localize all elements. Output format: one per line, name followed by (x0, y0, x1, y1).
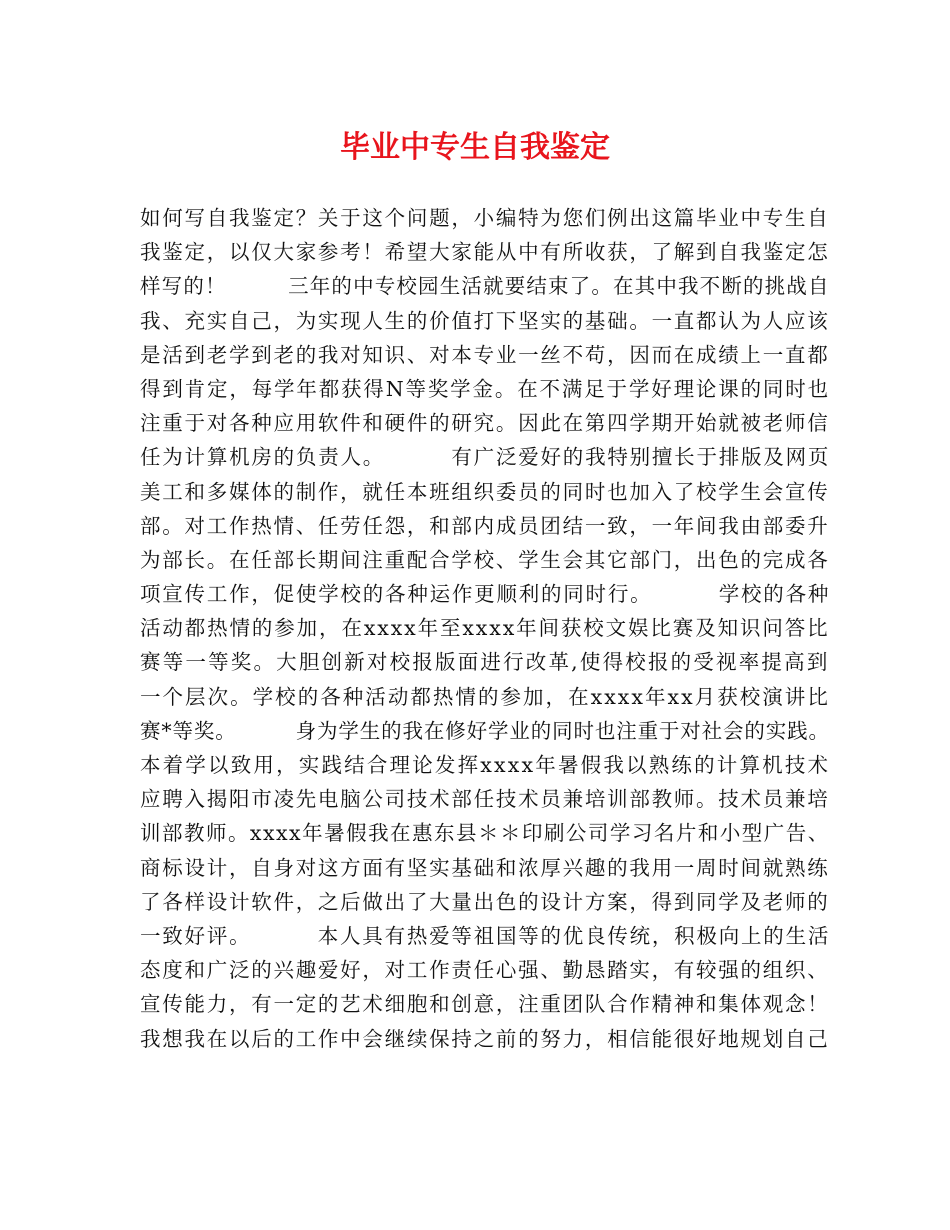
body-line: 赛等一等奖。大胆创新对校报版面进行改革,使得校报的受视率提高到 (140, 650, 830, 675)
body-line: 如何写自我鉴定？关于这个问题，小编特为您们例出这篇毕业中专生自 (140, 206, 830, 230)
body-line: 美工和多媒体的制作，就任本班组织委员的同时也加入了校学生会宣传 (140, 479, 830, 504)
body-line: 得到肯定，每学年都获得N等奖学金。在不满足于学好理论课的同时也 (140, 376, 830, 401)
body-line: 我鉴定，以仅大家参考！希望大家能从中有所收获，了解到自我鉴定怎 (140, 240, 830, 265)
body-line: 我想我在以后的工作中会继续保持之前的努力，相信能很好地规划自己 (140, 1026, 830, 1051)
body-line: 部。对工作热情、任劳任怨，和部内成员团结一致，一年间我由部委升 (140, 513, 830, 538)
body-line: 活动都热情的参加，在xxxx年至xxxx年间获校文娱比赛及知识问答比 (140, 616, 830, 641)
body-line: 应聘入揭阳市凌先电脑公司技术部任技术员兼培训部教师。技术员兼培 (140, 787, 830, 812)
body-line: 一个层次。学校的各种活动都热情的参加，在xxxx年xx月获校演讲比 (140, 684, 830, 709)
body-line: 一致好评。 本人具有热爱等祖国等的优良传统，积极向上的生活 (140, 923, 831, 948)
body-line: 本着学以致用，实践结合理论发挥xxxx年暑假我以熟练的计算机技术 (140, 753, 831, 777)
body-line: 了各样设计软件，之后做出了大量出色的设计方案，得到同学及老师的 (140, 889, 830, 914)
body-line: 赛*等奖。 身为学生的我在修好学业的同时也注重于对社会的实践。 (140, 718, 830, 743)
body-line: 我、充实自己，为实现人生的价值打下坚实的基础。一直都认为人应该 (140, 308, 830, 333)
body-line: 项宣传工作，促使学校的各种运作更顺利的同时行。 学校的各种 (140, 582, 831, 607)
body-line: 任为计算机房的负责人。 有广泛爱好的我特别擅长于排版及网页 (140, 445, 831, 470)
body-line: 训部教师。xxxx年暑假我在惠东县＊＊印刷公司学习名片和小型广告、 (140, 821, 830, 846)
body-line: 样写的！ 三年的中专校园生活就要结束了。在其中我不断的挑战自 (140, 274, 830, 299)
document-title: 毕业中专生自我鉴定 (340, 130, 610, 165)
body-line: 宣传能力，有一定的艺术细胞和创意，注重团队合作精神和集体观念！ (140, 992, 830, 1017)
body-line: 是活到老学到老的我对知识、对本专业一丝不苟，因而在成绩上一直都 (140, 342, 830, 367)
body-line: 为部长。在任部长期间注重配合学校、学生会其它部门，出色的完成各 (140, 547, 830, 572)
body-line: 注重于对各种应用软件和硬件的研究。因此在第四学期开始就被老师信 (140, 411, 830, 436)
body-line: 态度和广泛的兴趣爱好，对工作责任心强、勤恳踏实，有较强的组织、 (140, 958, 830, 983)
body-line: 商标设计，自身对这方面有坚实基础和浓厚兴趣的我用一周时间就熟练 (140, 855, 830, 880)
document-body (140, 201, 830, 1056)
